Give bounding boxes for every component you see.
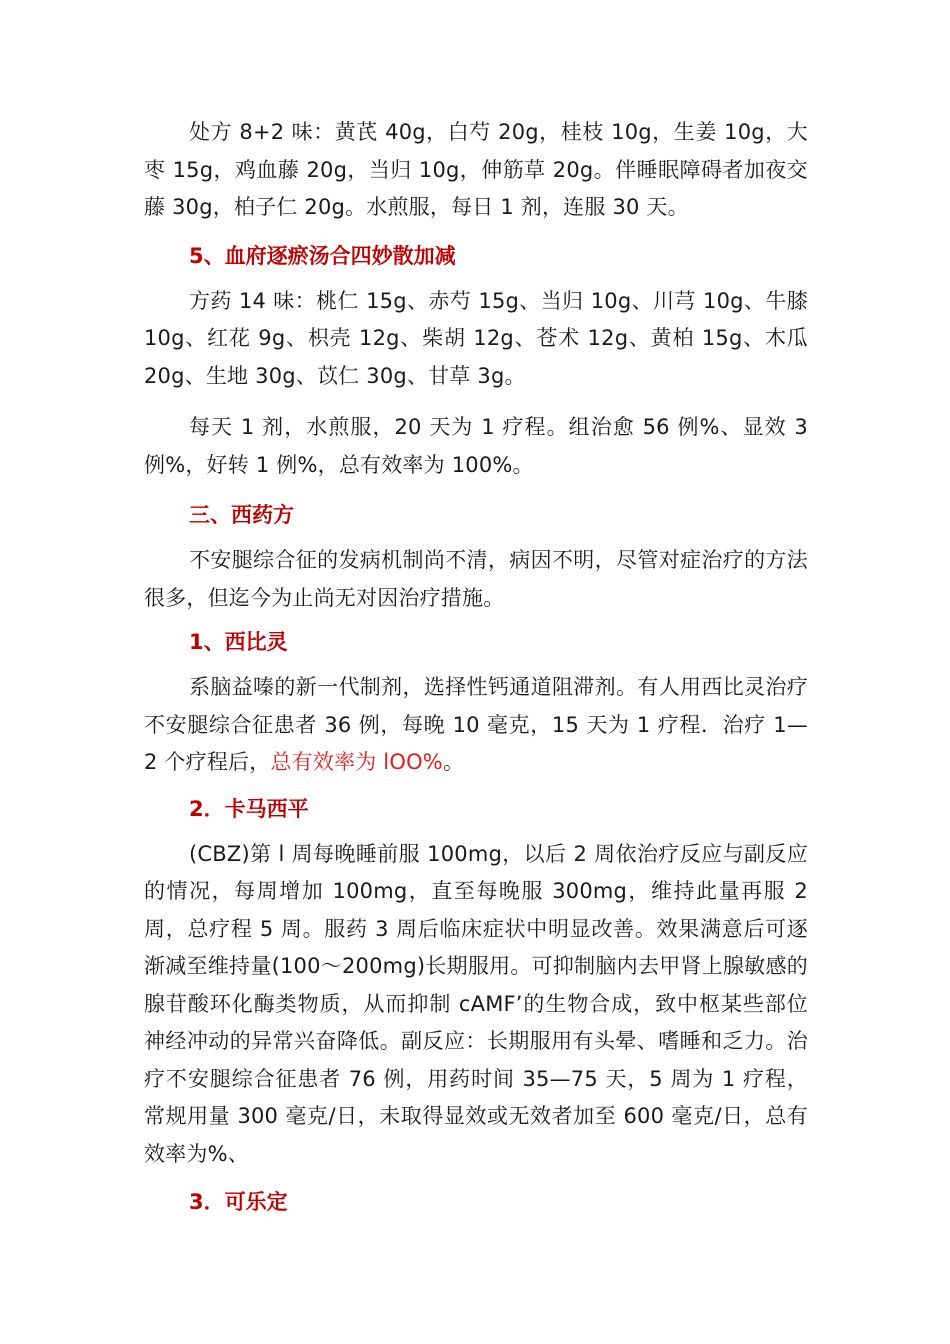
intro-paragraph: 不安腿综合征的发病机制尚不清，病因不明，尽管对症治疗的方法很多，但迄今为止尚无对因治疗措施。 bbox=[144, 548, 808, 610]
section-heading-xuefu: 5、血府逐瘀汤合四妙散加减 bbox=[189, 243, 456, 268]
section-heading-clonidine: 3．可乐定 bbox=[189, 1190, 288, 1214]
flunarizine-paragraph bbox=[144, 669, 808, 782]
efficacy-highlight: 总有效率为 lOO% bbox=[270, 750, 443, 774]
carbamazepine-paragraph: (CBZ)第 l 周每晚睡前服 100mg，以后 2 周依治疗反应与副反应的情况，每周增加 100mg，直至每晚服 300mg，维持此量再服 2 周，总疗程 5 周。服药 3 周后临床症状中明显改善。效果满意后可逐渐减至维持量(100～200mg)长期服用。可抑制脑内去甲肾上腺敏感的腺苷酸环化酶类物质，从而抑制 cAMF’的生物合成，致中枢某些部位神经冲动的异常兴奋降低。副反应：长期服用有头晕、嗜睡和乏力。治疗不安腿综合征患者 76 例，用药时间 35—75 天，5 周为 1 疗程，常规用量 300 毫克/日，未取得显效或无效者加至 600 毫克/日，总有效率为%、 bbox=[144, 841, 808, 1166]
flunarizine-end: 。 bbox=[442, 750, 465, 774]
section-heading-carbamazepine: 2．卡马西平 bbox=[189, 796, 309, 821]
document-page bbox=[144, 114, 808, 1229]
formula-paragraph: 方药 14 味：桃仁 15g、赤芍 15g、当归 10g、川芎 10g、牛膝 10g、红花 9g、枳壳 12g、柴胡 12g、苍术 12g、黄柏 15g、木瓜 20g、生地 30g、苡仁 30g、甘草 3g。 bbox=[144, 288, 808, 388]
section-heading-flunarizine: 1、西比灵 bbox=[189, 630, 288, 654]
prescription-paragraph: 处方 8+2 味：黄芪 40g，白芍 20g，桂枝 10g，生姜 10g，大枣 15g，鸡血藤 20g，当归 10g，伸筋草 20g。伴睡眠障碍者加夜交藤 30g，柏子仁 20g。水煎服，每日 1 剂，连服 30 天。 bbox=[144, 120, 808, 219]
flunarizine-text: 系脑益嗪的新一代制剂，选择性钙通道阻滞剂。有人用西比灵治疗不安腿综合征患者 36 例，每晚 10 毫克，15 天为 1 疗程．治疗 1—2 个疗程后， bbox=[144, 675, 808, 774]
dosage-paragraph: 每天 1 剂，水煎服，20 天为 1 疗程。组治愈 56 例%、显效 3 例%，好转 1 例%，总有效率为 100%。 bbox=[144, 415, 808, 477]
section-heading-western-medicine: 三、西药方 bbox=[189, 503, 294, 527]
